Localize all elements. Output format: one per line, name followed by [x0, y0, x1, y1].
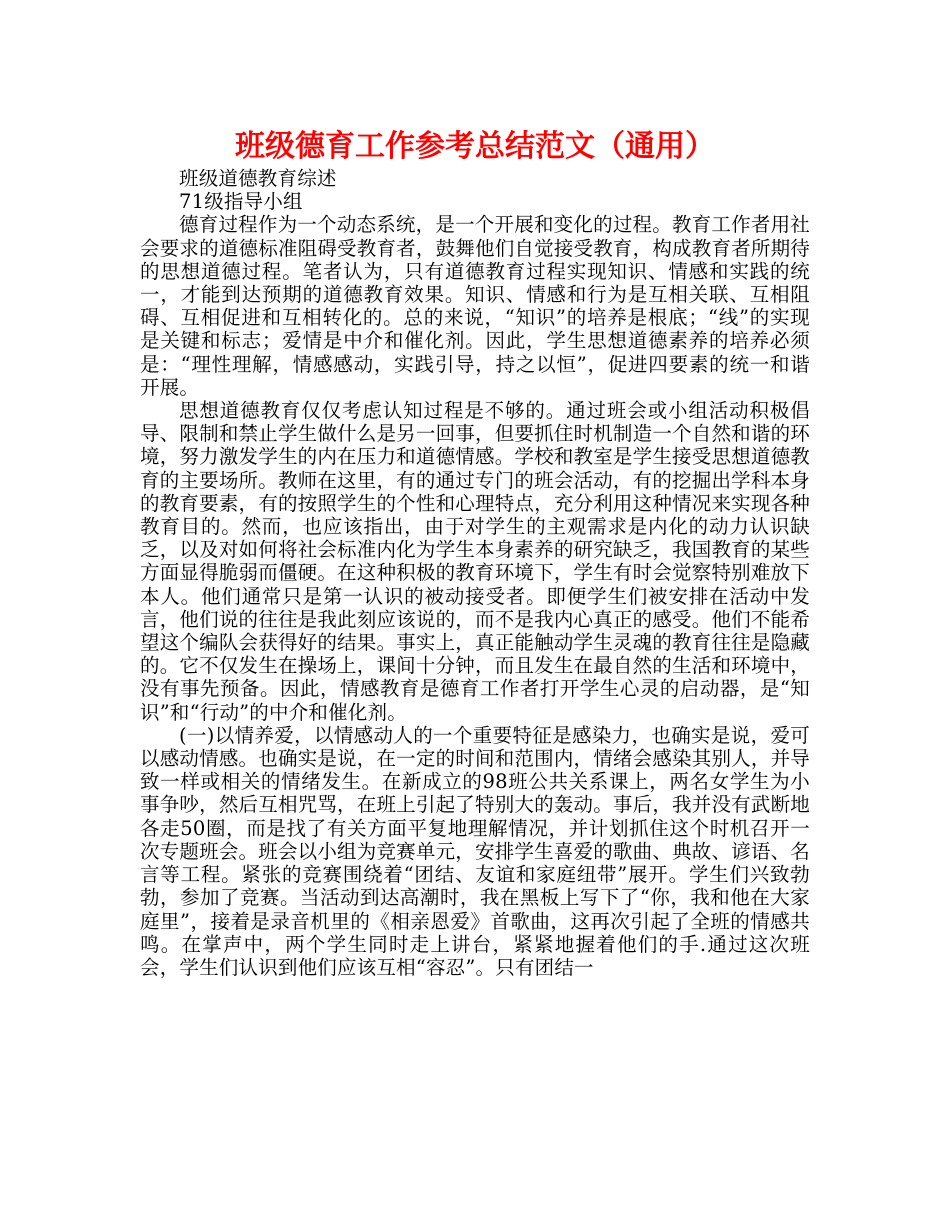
document-body: [140, 167, 810, 979]
body-paragraph: 德育过程作为一个动态系统，是一个开展和变化的过程。教育工作者用社会要求的道德标准阻碍受教育者，鼓舞他们自觉接受教育，构成教育者所期待的思想道德过程。笔者认为，只有道德教育过程实现知识、情感和实践的统一，才能到达预期的道德教育效果。知识、情感和行为是互相关联、互相阻碍、互相促进和互相转化的。总的来说，“知识”的培养是根底；“线”的实现是关键和标志；爱情是中介和催化剂。因此，学生思想道德素养的培养必须是：“理性理解，情感感动，实践引导，持之以恒”，促进四要素的统一和谐开展。: [140, 213, 810, 399]
document-title: 班级德育工作参考总结范文（通用）: [235, 129, 715, 164]
document-page: [140, 127, 810, 979]
document-subtitle: 班级道德教育综述: [179, 167, 337, 190]
document-author: 71级指导小组: [179, 190, 303, 214]
body-paragraph: (一)以情养爱，以情感动人的一个重要特征是感染力，也确实是说，爱可以感动情感。也确实是说，在一定的时间和范围内，情绪会感染其别人，并导致一样或相关的情绪发生。在新成立的98班公共关系课上，两名女学生为小事争吵，然后互相咒骂，在班上引起了特别大的轰动。事后，我并没有武断地各走50圈，而是找了有关方面平复地理解情况，并计划抓住这个时机召开一次专题班会。班会以小组为竞赛单元，安排学生喜爱的歌曲、典故、谚语、名言等工程。紧张的竞赛围绕着“团结、友谊和家庭纽带”展开。学生们兴致勃勃，参加了竞赛。当活动到达高潮时，我在黑板上写下了“你，我和他在大家庭里”，接着是录音机里的《相亲恩爱》首歌曲，这再次引起了全班的情感共鸣。在掌声中，两个学生同时走上讲台，紧紧地握着他们的手.通过这次班会，学生们认识到他们应该互相“容忍”。只有团结一: [140, 723, 810, 979]
body-paragraph: 思想道德教育仅仅考虑认知过程是不够的。通过班会或小组活动积极倡导、限制和禁止学生做什么是另一回事，但要抓住时机制造一个自然和谐的环境，努力激发学生的内在压力和道德情感。学校和教室是学生接受思想道德教育的主要场所。教师在这里，有的通过专门的班会活动，有的挖掘出学科本身的教育要素，有的按照学生的个性和心理特点，充分利用这种情况来实现各种教育目的。然而，也应该指出，由于对学生的主观需求是内化的动力认识缺乏，以及对如何将社会标准内化为学生本身素养的研究缺乏，我国教育的某些方面显得脆弱而僵硬。在这种积极的教育环境下，学生有时会觉察特别难放下本人。他们通常只是第一认识的被动接受者。即便学生们被安排在活动中发言，他们说的往往是我此刻应该说的，而不是我内心真正的感受。他们不能希望这个编队会获得好的结果。事实上，真正能触动学生灵魂的教育往往是隐藏的。它不仅发生在操场上，课间十分钟，而且发生在最自然的生活和环境中，没有事先预备。因此，情感教育是德育工作者打开学生心灵的启动器，是“知识”和“行动”的中介和催化剂。: [140, 399, 810, 724]
